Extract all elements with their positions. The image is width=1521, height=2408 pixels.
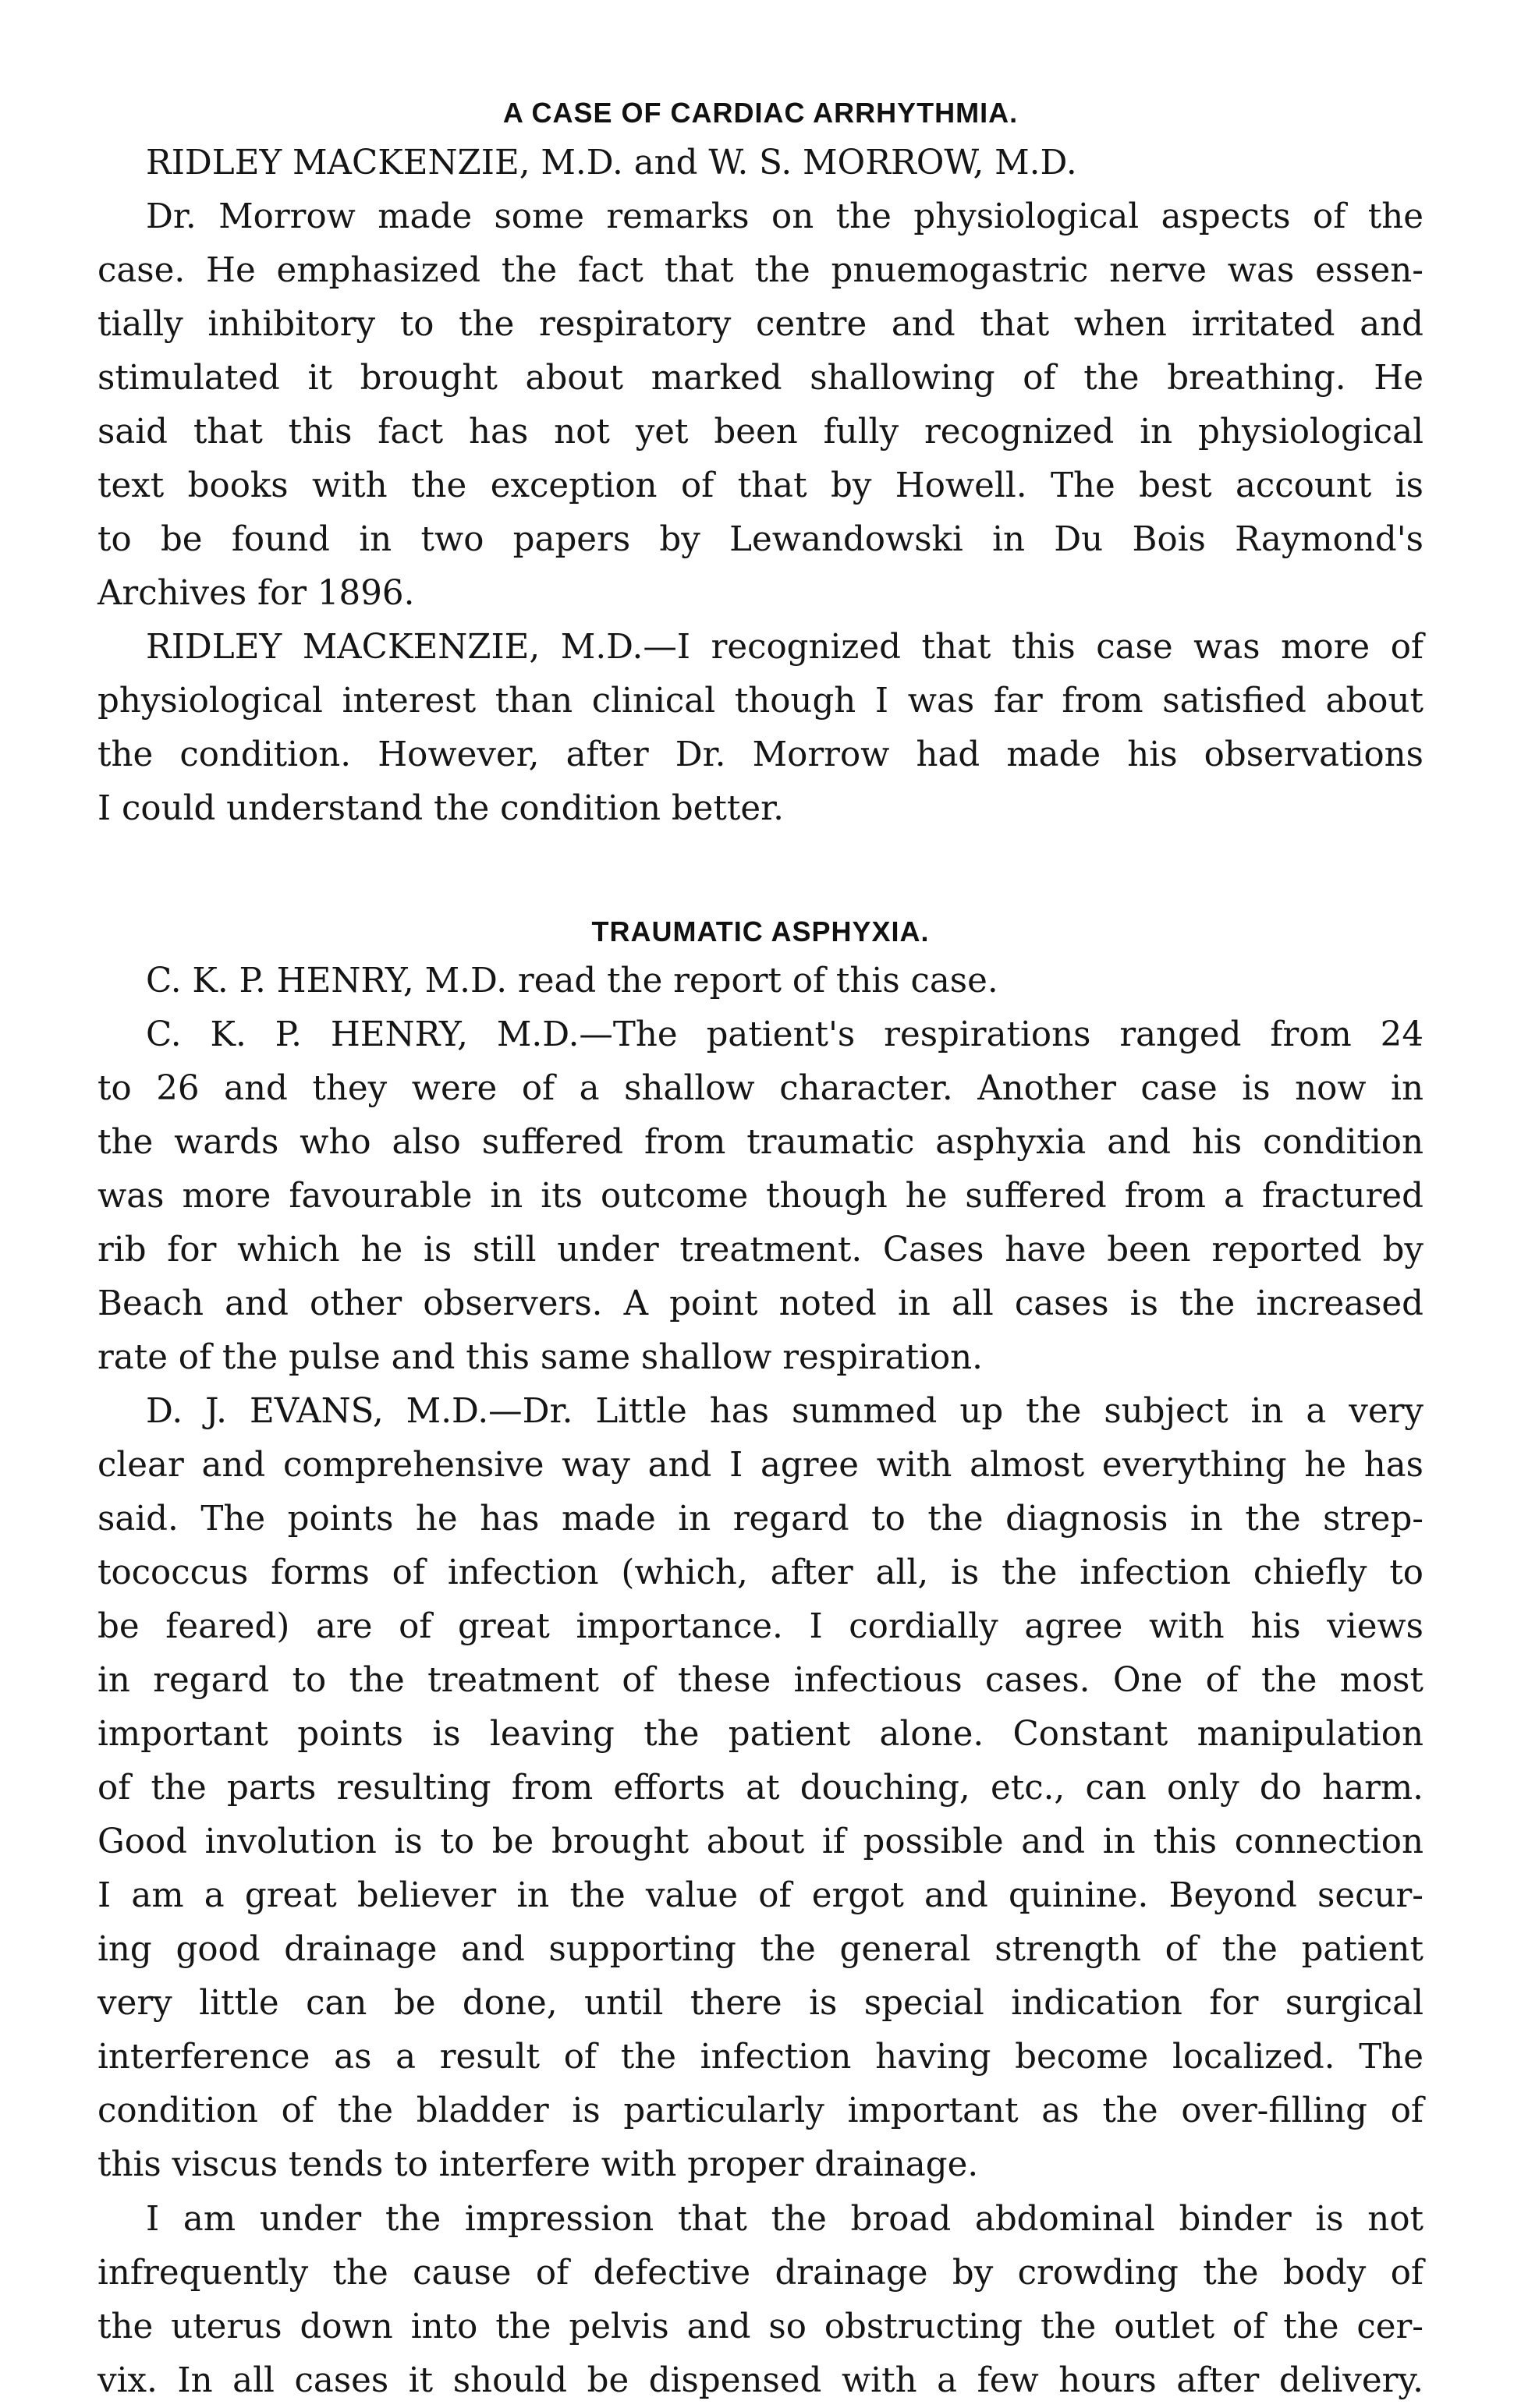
text-line: very little can be done, until there is special indication for surgical	[98, 1984, 1424, 2023]
text-line: condition of the bladder is particularly important as the over-filling of	[98, 2091, 1424, 2130]
text-line: I am a great believer in the value of ergot and quinine. Beyond secur-	[98, 1876, 1424, 1915]
text-line: text books with the exception of that by Howell. The best account is	[98, 466, 1424, 505]
paragraph-evans-discussion	[98, 1385, 1424, 2192]
text-line: case. He emphasized the fact that the pnuemogastric nerve was essen-	[98, 251, 1424, 290]
text-line: was more favourable in its outcome though he suffered from a fractured	[98, 1177, 1424, 1216]
text-line: ing good drainage and supporting the general strength of the patient	[98, 1930, 1424, 1969]
text-line: Good involution is to be brought about if possible and in this connection	[98, 1822, 1424, 1861]
section-heading-traumatic-asphyxia: TRAUMATIC ASPHYXIA.	[591, 915, 930, 947]
text-line: the condition. However, after Dr. Morrow had made his observations	[98, 735, 1424, 774]
text-line: I am under the impression that the broad abdominal binder is not	[146, 2200, 1424, 2239]
text-line: important points is leaving the patient alone. Constant manipulation	[98, 1715, 1424, 1754]
text-line: Archives for 1896.	[98, 574, 415, 613]
text-line: Dr. Morrow made some remarks on the physiological aspects of the	[146, 197, 1424, 236]
text-line: stimulated it brought about marked shallowing of the breathing. He	[98, 359, 1424, 398]
text-line: C. K. P. HENRY, M.D. read the report of this case.	[146, 961, 998, 1000]
document-page	[98, 74, 1424, 2400]
text-line: interference as a result of the infection having become localized. The	[98, 2038, 1424, 2077]
text-line: the uterus down into the pelvis and so obstructing the outlet of the cer-	[98, 2307, 1424, 2346]
text-line: C. K. P. HENRY, M.D.—The patient's respirations ranged from 24	[146, 1015, 1424, 1054]
text-line: physiological interest than clinical though I was far from satisfied about	[98, 682, 1424, 721]
paragraph-henry-respirations	[98, 1008, 1424, 1385]
text-line: I could understand the condition better.	[98, 789, 784, 828]
paragraph-abdominal-binder	[98, 2193, 1424, 2408]
text-line: clear and comprehensive way and I agree with almost everything he has	[98, 1446, 1424, 1485]
text-line: be feared) are of great importance. I cordially agree with his views	[98, 1607, 1424, 1646]
text-line: Beach and other observers. A point noted in all cases is the increased	[98, 1284, 1424, 1323]
text-line: to 26 and they were of a shallow character. Another case is now in	[98, 1069, 1424, 1108]
paragraph-morrow-remarks	[98, 190, 1424, 621]
paragraph-henry-report	[98, 954, 1424, 1008]
text-line: RIDLEY MACKENZIE, M.D.—I recognized that this case was more of	[146, 628, 1424, 667]
text-line: D. J. EVANS, M.D.—Dr. Little has summed up the subject in a very	[146, 1392, 1424, 1431]
text-line: tially inhibitory to the respiratory centre and that when irritated and	[98, 305, 1424, 344]
text-line: infrequently the cause of defective drainage by crowding the body of	[98, 2254, 1424, 2293]
text-line: in regard to the treatment of these infectious cases. One of the most	[98, 1661, 1424, 1700]
text-line: to be found in two papers by Lewandowski in Du Bois Raymond's	[98, 520, 1424, 559]
text-line: rib for which he is still under treatment. Cases have been reported by	[98, 1231, 1424, 1270]
text-line: said that this fact has not yet been fully recognized in physiological	[98, 413, 1424, 452]
text-line: tococcus forms of infection (which, after all, is the infection chiefly to	[98, 1553, 1424, 1592]
text-line: vix. In all cases it should be dispensed with a few hours after delivery.	[98, 2361, 1424, 2400]
text-line: the wards who also suffered from traumatic asphyxia and his condition	[98, 1123, 1424, 1162]
text-line: of the parts resulting from efforts at douching, etc., can only do harm.	[98, 1769, 1424, 1808]
text-line: this viscus tends to interfere with proper drainage.	[98, 2145, 979, 2184]
paragraph-mackenzie-reply	[98, 621, 1424, 836]
text-line: RIDLEY MACKENZIE, M.D. and W. S. MORROW, M.D.	[146, 143, 1077, 182]
section-heading-cardiac-arrhythmia: A CASE OF CARDIAC ARRHYTHMIA.	[502, 97, 1019, 129]
author-byline	[98, 136, 1424, 190]
text-line: rate of the pulse and this same shallow respiration.	[98, 1338, 984, 1377]
text-line: said. The points he has made in regard to the diagnosis in the strep-	[98, 1500, 1424, 1539]
